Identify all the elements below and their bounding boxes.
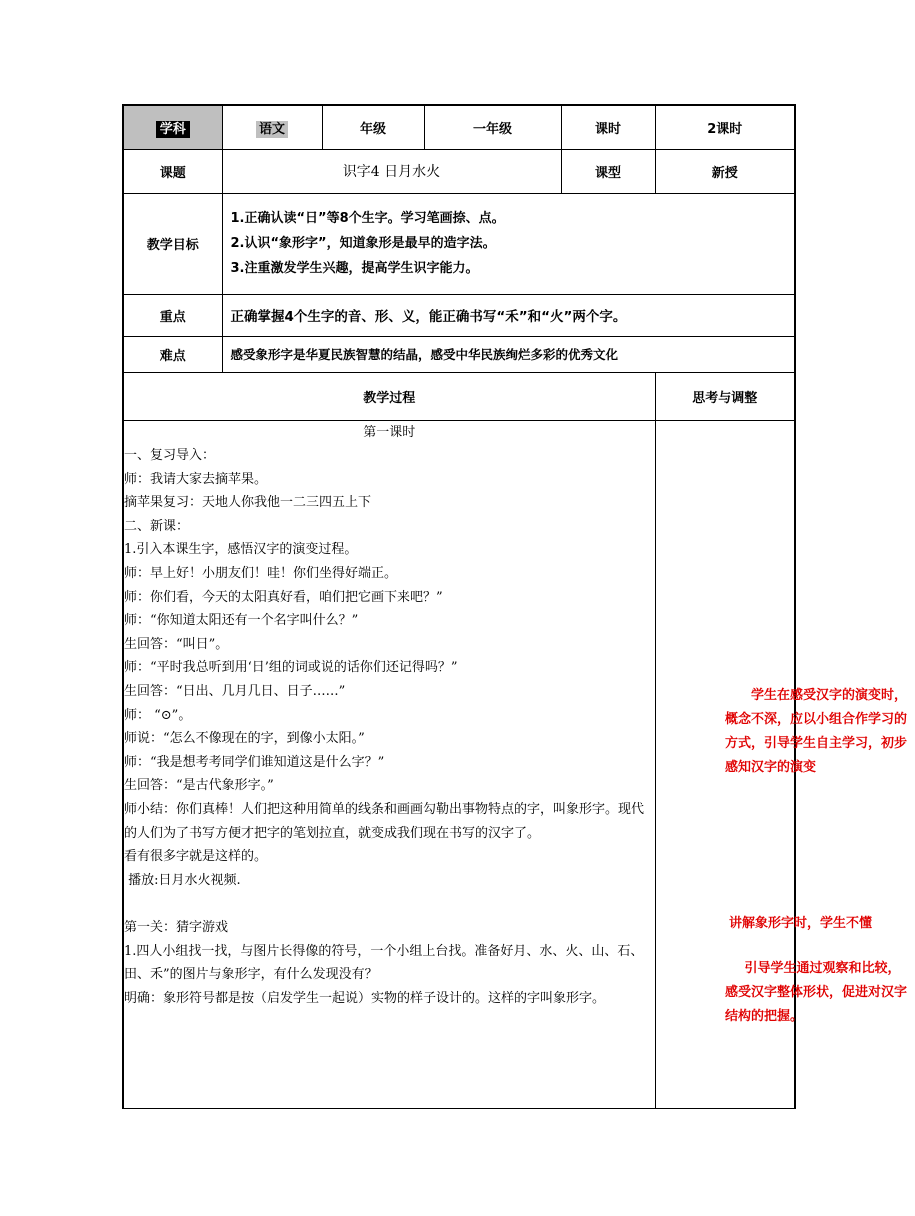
process-line: 师说：“怎么不像现在的字，到像小太阳。” (124, 731, 365, 747)
reflection-note: 讲解象形字时，学生不懂 (729, 916, 873, 931)
difficulty-row (123, 336, 795, 372)
goals-row (123, 193, 795, 294)
process-line: 生回答：“是古代象形字。” (124, 778, 274, 794)
process-line: 明确：象形符号都是按（启发学生一起说）实物的样子设计的。这样的字叫象形字。 (124, 990, 606, 1006)
process-line: 师：“平时我总听到用‘日’组的词或说的话你们还记得吗？” (124, 660, 458, 676)
process-line: 看有很多字就是这样的。 (124, 849, 268, 865)
key-point-value: 正确掌握4个生字的音、形、义，能正确书写“禾”和“火”两个字。 (222, 294, 795, 336)
process-header-row (123, 372, 795, 420)
process-line: 第一课时 (363, 424, 416, 440)
process-line: 生回答：“日出、几月几日、日子……” (124, 684, 346, 700)
process-line: 师： “⊙”。 (124, 707, 192, 723)
subject-value: 语文 (256, 121, 288, 138)
header-row (123, 105, 795, 149)
reflection-content (655, 420, 908, 1108)
subject-label: 学科 (156, 121, 190, 138)
process-line: 播放:日月水火视频. (124, 872, 241, 888)
process-line: 师小结：你们真棒！人们把这种用简单的线条和画画勾勒出事物特点的字，叫象形字。现代的人们为了书写方便才把字的笔划拉直，就变成我们现在书写的汉字了。 (124, 802, 645, 841)
goals-label: 教学目标 (123, 193, 222, 294)
reflection-note: 引导学生通过观察和比较，感受汉字整体形状，促进对汉字结构的把握。 (725, 961, 908, 1024)
process-content (123, 420, 655, 1108)
goal-item: 1.正确认读“日”等8个生字。学习笔画捺、点。 (230, 211, 505, 226)
subject-label-cell (123, 105, 222, 149)
process-line: 1.引入本课生字，感悟汉字的演变过程。 (124, 542, 358, 558)
grade-label: 年级 (322, 105, 424, 149)
key-point-row (123, 294, 795, 336)
goals-content (222, 193, 795, 294)
key-point-label: 重点 (123, 294, 222, 336)
hours-label: 课时 (561, 105, 655, 149)
process-line: 二、新课： (124, 518, 190, 534)
process-line: 师：“你知道太阳还有一个名字叫什么？” (124, 613, 359, 629)
process-line: 师：你们看，今天的太阳真好看，咱们把它画下来吧？” (124, 589, 443, 605)
process-header: 教学过程 (123, 372, 655, 420)
process-line: 生回答：“叫日”。 (124, 636, 229, 652)
difficulty-value: 感受象形字是华夏民族智慧的结晶，感受中华民族绚烂多彩的优秀文化 (222, 336, 795, 372)
process-row (123, 420, 795, 1108)
topic-label: 课题 (123, 149, 222, 193)
type-value: 新授 (655, 149, 795, 193)
process-line: 一、复习导入： (124, 448, 216, 464)
process-line: 摘苹果复习：天地人你我他一二三四五上下 (124, 495, 372, 511)
subject-value-cell (222, 105, 322, 149)
topic-value: 识字4 日月水火 (222, 149, 561, 193)
process-line: 师：早上好！小朋友们！哇！你们坐得好端正。 (124, 566, 398, 582)
lesson-plan-table (122, 104, 908, 1109)
process-line: 1.四人小组找一找，与图片长得像的符号，一个小组上台找。准备好月、水、火、山、石、田、禾”的图片与象形字，有什么发现没有？ (124, 943, 644, 983)
process-line (124, 892, 655, 916)
topic-row (123, 149, 795, 193)
process-line: 第一关：猜字游戏 (124, 919, 229, 935)
process-line: 师：“我是想考考同学们谁知道这是什么字？” (124, 754, 385, 770)
hours-value: 2课时 (655, 105, 795, 149)
reflection-header: 思考与调整 (655, 372, 795, 420)
type-label: 课型 (561, 149, 655, 193)
reflection-note: 学生在感受汉字的演变时，概念不深，应以小组合作学习的方式，引导学生自主学习，初步感知汉字的演变 (725, 688, 908, 775)
goal-item: 3.注重激发学生兴趣，提高学生识字能力。 (230, 261, 479, 276)
difficulty-label: 难点 (123, 336, 222, 372)
process-line: 师：我请大家去摘苹果。 (124, 471, 268, 487)
goal-item: 2.认识“象形字”，知道象形是最早的造字法。 (230, 236, 496, 251)
grade-value: 一年级 (424, 105, 561, 149)
